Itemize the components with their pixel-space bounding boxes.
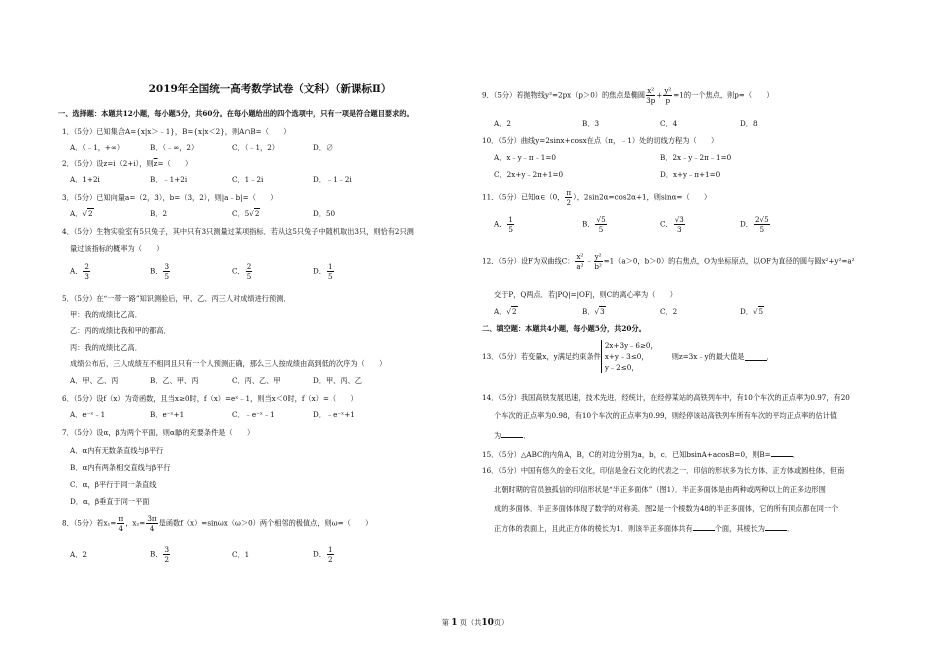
q4-option-c[interactable]: C． $\frac{2}{5}$ xyxy=(232,262,252,281)
q13-stem: 13．（5分）若变量x，y满足约束条件2x+3y﹣6≥0， x+y﹣3≤0， y﹣2≤0，则z=3x﹣y的最大值是 ． xyxy=(482,341,774,372)
q4-option-a[interactable]: A． $\frac{2}{3}$ xyxy=(70,262,89,281)
page-title: 2019年全国统一高考数学试卷（文科）（新课标Ⅱ） xyxy=(148,83,392,95)
q8-option-c[interactable]: C．1 xyxy=(232,550,250,559)
q5-line4: 丙：我的成绩比乙高． xyxy=(70,343,142,352)
q1-option-c[interactable]: C．（﹣1，2） xyxy=(232,143,279,152)
q3-option-a[interactable]: A．√2 xyxy=(70,209,93,218)
q7-option-a[interactable]: A．α内有无数条直线与β平行 xyxy=(70,446,164,455)
q9-option-a[interactable]: A．2 xyxy=(494,119,511,128)
q6-stem: 6．（5分）设f（x）为奇函数，且当x≥0时，f（x）=eˣ﹣1，则当x＜0时，f（x）=（ ） xyxy=(62,394,358,403)
q5-line3: 乙：丙的成绩比我和甲的都高． xyxy=(70,326,171,335)
q16-line1: 16．（5分）中国有悠久的金石文化，印信是金石文化的代表之一．印信的形状多为长方体、正方体或圆柱体，但南 xyxy=(482,466,845,475)
q5-option-c[interactable]: C．丙、乙、甲 xyxy=(232,376,281,385)
q4-stem-line1: 4．（5分）生物实验室有5只兔子，其中只有3只测量过某项指标．若从这5只兔子中随机取出3只，则恰有2只测 xyxy=(62,227,414,236)
q4-option-b[interactable]: B． $\frac{3}{5}$ xyxy=(150,262,170,281)
q8-option-b[interactable]: B． $\frac{3}{2}$ xyxy=(150,545,170,564)
q15-stem: 15．（5分）△ABC的内角A，B，C的对边分别为a，b，c．已知bsinA+acosB=0，则B= ． xyxy=(482,450,800,459)
q16-line2: 北朝时期的官员独孤信的印信形状是“半正多面体”（图1）．半正多面体是由两种或两种以上的正多边形围 xyxy=(494,485,826,494)
q5-option-b[interactable]: B．乙、甲、丙 xyxy=(150,376,199,385)
q12-option-b[interactable]: B．√3 xyxy=(582,307,605,316)
q7-stem: 7．（5分）设α，β为两个平面，则α∥β的充要条件是（ ） xyxy=(62,428,255,437)
q16-line4: 正方体的表面上，且此正方体的棱长为1．则该半正多面体共有 个面，其棱长为 ． xyxy=(494,524,795,533)
q11-option-a[interactable]: A． $\frac{1}{5}$ xyxy=(494,215,513,234)
q5-option-a[interactable]: A．甲、乙、丙 xyxy=(70,376,119,385)
q2-option-a[interactable]: A．1+2i xyxy=(70,175,100,184)
q9-stem: 9．（5分）若抛物线y²=2px（p＞0）的焦点是椭圆 $\frac{\text{x²}}{3p}$ + $\frac{\text{y²}}{p}$ =1的一个焦点，则p=（ ） xyxy=(482,86,774,105)
q8-option-a[interactable]: A．2 xyxy=(70,550,87,559)
q3-stem: 3．（5分）已知向量a=（2，3），b=（3，2），则|a﹣b|=（ ） xyxy=(62,193,278,202)
q12-option-a[interactable]: A．√2 xyxy=(494,307,517,316)
q14-line1: 14．（5分）我国高铁发展迅速，技术先进．经统计，在经停某站的高铁列车中，有10个车次的正点率为0.97，有20 xyxy=(482,393,850,402)
q12-option-c[interactable]: C．2 xyxy=(660,307,678,316)
q12-option-d[interactable]: D．√5 xyxy=(740,307,764,316)
q10-stem: 10．（5分）曲线y=2sinx+cosx在点（π，﹣1）处的切线方程为（ ） xyxy=(482,136,719,145)
q16-answer-blank-faces[interactable] xyxy=(693,523,715,531)
q6-option-a[interactable]: A．e⁻ˣ﹣1 xyxy=(70,410,106,419)
q14-line2: 个车次的正点率为0.98，有10个车次的正点率为0.99，则经停该站高铁列车所有车次的平均正点率的估计值 xyxy=(494,411,838,420)
q3-option-b[interactable]: B．2 xyxy=(150,209,168,218)
q1-option-b[interactable]: B．（﹣∞，2） xyxy=(150,143,199,152)
q11-option-c[interactable]: C． $\frac{√3}{3}$ xyxy=(660,215,684,234)
q6-option-b[interactable]: B．e⁻ˣ+1 xyxy=(150,410,185,419)
q5-line1: 5．（5分）在“一带一路”知识测验后，甲、乙、丙三人对成绩进行预测． xyxy=(62,294,291,303)
q10-option-c[interactable]: C．2x+y﹣2π+1=0 xyxy=(494,170,564,179)
q4-option-d[interactable]: D． $\frac{1}{5}$ xyxy=(313,262,333,281)
page-number: 1 xyxy=(451,618,458,628)
q8-stem: 8．（5分）若x₁= $\frac{\pi}{4}$ ，x₂= $\frac{3\pi}{4}$ 是函数f（x）=sinωx（ω＞0）两个相邻的极值点，则ω=（ ） xyxy=(62,514,373,533)
q5-line5: 成绩公布后，三人成绩互不相同且只有一个人预测正确，那么三人按成绩由高到低的次序为（ ） xyxy=(70,359,387,368)
q4-stem-line2: 量过该指标的概率为（ ） xyxy=(70,244,164,253)
q1-option-d[interactable]: D．∅ xyxy=(313,143,334,152)
q2-option-b[interactable]: B．﹣1+2i xyxy=(150,175,188,184)
q2-option-d[interactable]: D．﹣1﹣2i xyxy=(313,175,352,184)
q9-option-c[interactable]: C．4 xyxy=(660,119,678,128)
q5-option-d[interactable]: D．甲、丙、乙 xyxy=(313,376,362,385)
q14-answer-blank[interactable] xyxy=(501,430,523,438)
q7-option-b[interactable]: B．α内有两条相交直线与β平行 xyxy=(70,463,171,472)
q14-line3: 为 ． xyxy=(494,431,531,440)
section-heading-choice: 一、选择题：本题共12小题，每小题5分，共60分。在每小题给出的四个选项中，只有一项是符合题目要求的。 xyxy=(58,109,414,118)
q1-stem: 1．（5分）已知集合A={x|x＞﹣1}，B={x|x＜2}，则A∩B=（ ） xyxy=(62,127,291,136)
q7-option-c[interactable]: C．α，β平行于同一条直线 xyxy=(70,480,157,489)
q5-line2: 甲：我的成绩比乙高． xyxy=(70,310,142,319)
q12-stem: 12．（5分）设F为双曲线C： $\frac{\text{x²}}{\text{a²}}$ ﹣ $\frac{\text{y²}}{\text{b²}}$ =1（a＞0，b＞0）的右焦点，O为坐标原点，以OF为直径的圆与圆x²+y²=a² xyxy=(482,252,855,271)
q8-option-d[interactable]: D． $\frac{1}{2}$ xyxy=(313,545,333,564)
q13-answer-blank[interactable] xyxy=(745,353,767,361)
q9-option-d[interactable]: D．8 xyxy=(740,119,758,128)
q2-option-c[interactable]: C．1﹣2i xyxy=(232,175,264,184)
q16-answer-blank-edge[interactable] xyxy=(765,523,787,531)
page-total: 10 xyxy=(481,618,494,628)
q10-option-b[interactable]: B．2x﹣y﹣2π﹣1=0 xyxy=(660,153,732,162)
q9-option-b[interactable]: B．3 xyxy=(582,119,600,128)
q11-option-b[interactable]: B． $\frac{√5}{5}$ xyxy=(582,215,606,234)
q10-option-a[interactable]: A．x﹣y﹣π﹣1=0 xyxy=(494,153,556,162)
q1-option-a[interactable]: A．（﹣1，+∞） xyxy=(70,143,125,152)
q6-option-c[interactable]: C．﹣e⁻ˣ﹣1 xyxy=(232,410,275,419)
q7-option-d[interactable]: D．α，β垂直于同一平面 xyxy=(70,497,150,506)
q10-option-d[interactable]: D．x+y﹣π+1=0 xyxy=(660,170,721,179)
q11-option-d[interactable]: D． $\frac{2√5}{5}$ xyxy=(740,215,769,234)
page-footer: 第 1 页（共10页） xyxy=(441,618,509,628)
section-heading-fill: 二、填空题：本题共4小题，每小题5分，共20分。 xyxy=(482,324,646,333)
q13-constraint-system: 2x+3y﹣6≥0， x+y﹣3≤0， y﹣2≤0， xyxy=(601,340,658,373)
q3-option-d[interactable]: D．50 xyxy=(313,209,336,218)
q16-line3: 成的多面体．半正多面体体现了数学的对称美．图2是一个棱数为48的半正多面体，它的所有顶点都在同一个 xyxy=(494,504,839,513)
q11-stem: 11．（5分）已知α∈（0， $\frac{\pi}{2}$ ），2sin2α=cos2α+1，则sinα=（ ） xyxy=(482,188,712,207)
q15-answer-blank[interactable] xyxy=(771,449,793,457)
q6-option-d[interactable]: D．﹣e⁻ˣ+1 xyxy=(313,410,355,419)
q2-stem: 2．（5分）设z=i（2+i），则$\overline{z}=$（ ） xyxy=(62,159,193,168)
q12-line2: 交于P，Q两点．若|PQ|=|OF|，则C的离心率为（ ） xyxy=(494,290,677,299)
q3-option-c[interactable]: C．5√2 xyxy=(232,209,260,218)
